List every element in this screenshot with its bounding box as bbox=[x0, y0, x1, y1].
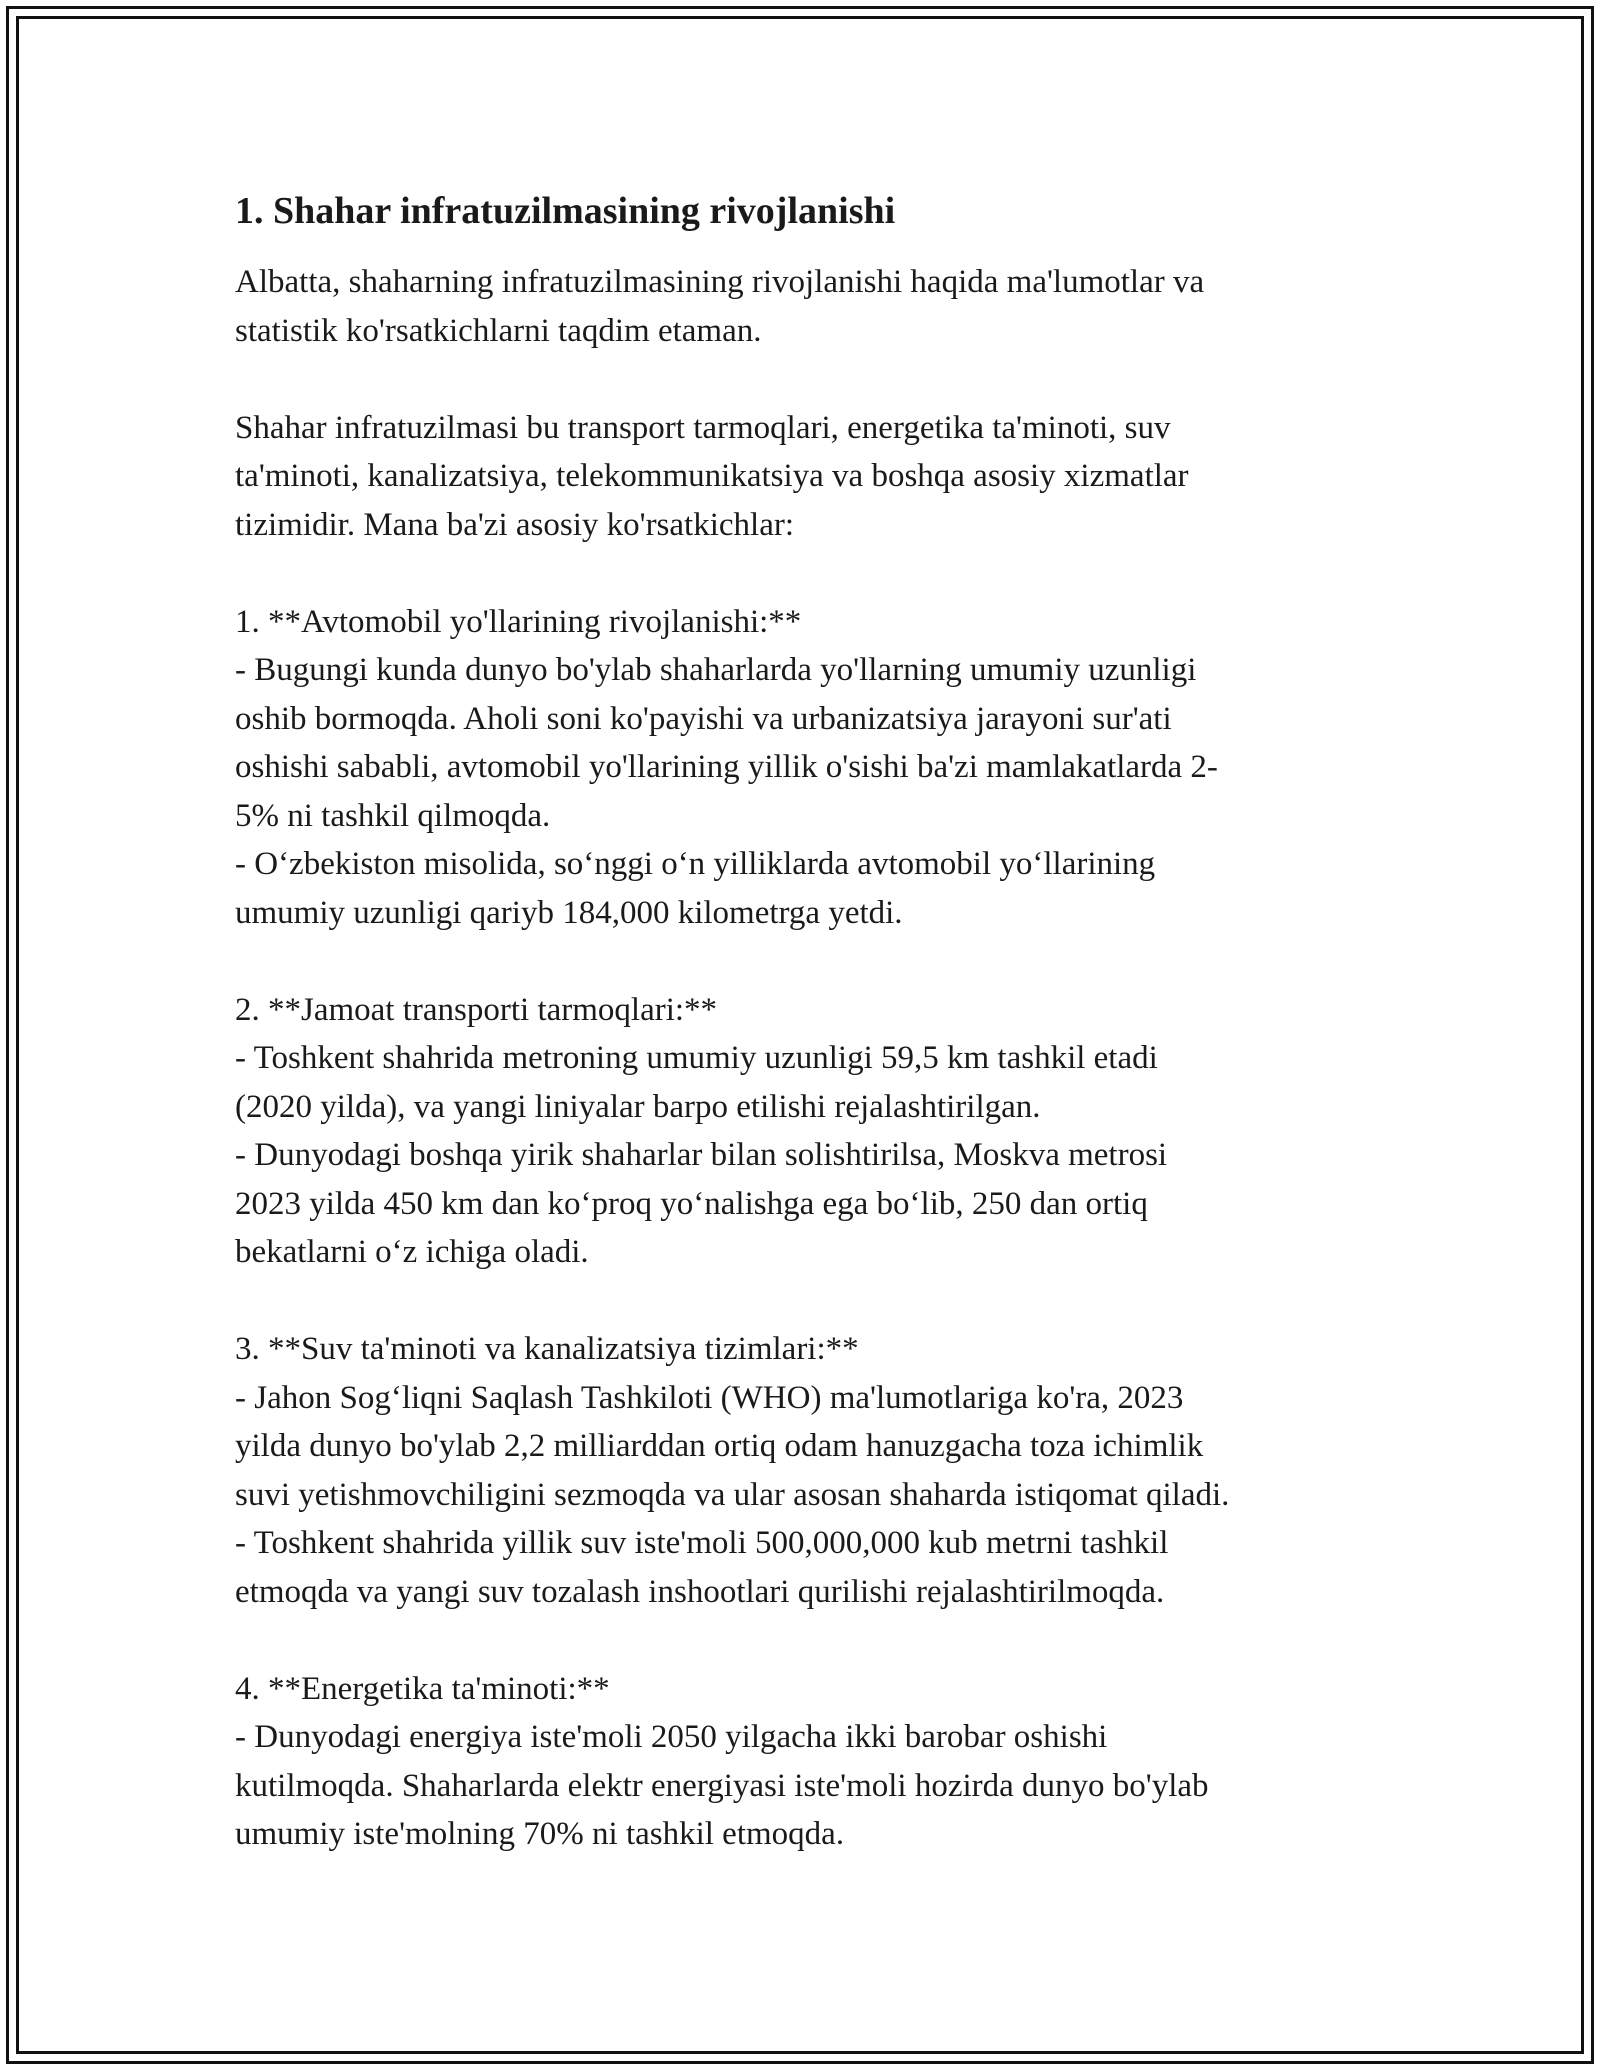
paragraph-gap bbox=[235, 1616, 1365, 1665]
section-bullet: - Dunyodagi boshqa yirik shaharlar bilan solishtirilsa, Moskva metrosi 2023 yilda 450 km dan ko‘proq yo‘nalishga ega bo‘lib, 250 dan ortiq bekatlarni o‘z ichiga oladi. bbox=[235, 1137, 1168, 1270]
section-bullet: - O‘zbekiston misolida, so‘nggi o‘n yilliklarda avtomobil yo‘llarining umumiy uzunligi qariyb 184,000 kilometrga yetdi. bbox=[235, 846, 1156, 931]
section-bullet: - Dunyodagi energiya iste'moli 2050 yilgacha ikki barobar oshishi kutilmoqda. Shaharlarda elektr energiyasi iste'moli hozirda dunyo bo'ylab umumiy iste'molning 70% ni tashkil etmoqda. bbox=[235, 1719, 1209, 1852]
document-title: 1. Shahar infratuzilmasining rivojlanishi bbox=[235, 190, 896, 232]
section-heading: 3. **Suv ta'minoti va kanalizatsiya tizimlari:** bbox=[235, 1331, 859, 1367]
section-bullet: - Jahon Sog‘liqni Saqlash Tashkiloti (WHO) ma'lumotlariga ko'ra, 2023 yilda dunyo bo'ylab 2,2 milliarddan ortiq odam hanuzgacha toza ichimlik suvi yetishmovchiligini sezmoqda va ular asosan shaharda istiqomat qiladi. bbox=[235, 1379, 1230, 1513]
section-bullet: - Toshkent shahrida yillik suv iste'moli 500,000,000 kub metrni tashkil etmoqda va yangi suv tozalash inshootlari qurilishi rejalashtirilmoqda. bbox=[235, 1525, 1169, 1610]
section-heading: 1. **Avtomobil yo'llarining rivojlanishi:** bbox=[235, 603, 802, 640]
section-bullet: - Bugungi kunda dunyo bo'ylab shaharlarda yo'llarning umumiy uzunligi oshib bormoqda. Aholi soni ko'payishi va urbanizatsiya jarayoni sur'ati oshishi sababli, avtomobil yo'llarining yillik o'sishi ba'zi mamlakatlarda 2- 5% ni tashkil qilmoqda. bbox=[235, 652, 1218, 834]
intro-paragraph: Albatta, shaharning infratuzilmasining rivojlanishi haqida ma'lumotlar va statistik ko'rsatkichlarni taqdim etaman. bbox=[235, 264, 1205, 349]
document-body bbox=[235, 186, 1365, 1859]
section-roads bbox=[235, 598, 1365, 938]
paragraph-gap bbox=[235, 1277, 1365, 1326]
definition-paragraph: Shahar infratuzilmasi bu transport tarmoqlari, energetika ta'minoti, suv ta'minoti, kanalizatsiya, telekommunikatsiya va boshqa asosiy xizmatlar tizimidir. Mana ba'zi asosiy ko'rsatkichlar: bbox=[235, 409, 1189, 543]
section-bullet: - Toshkent shahrida metroning umumiy uzunligi 59,5 km tashkil etadi (2020 yilda), va yangi liniyalar barpo etilishi rejalashtirilgan. bbox=[235, 1040, 1158, 1125]
paragraph-gap bbox=[235, 937, 1365, 986]
paragraph-gap bbox=[235, 355, 1365, 404]
section-heading: 4. **Energetika ta'minoti:** bbox=[235, 1670, 610, 1707]
paragraph-gap bbox=[235, 549, 1365, 598]
section-public-transport bbox=[235, 986, 1365, 1277]
section-heading: 2. **Jamoat transporti tarmoqlari:** bbox=[235, 991, 718, 1028]
section-energy bbox=[235, 1665, 1365, 1859]
section-water-supply bbox=[235, 1325, 1365, 1616]
